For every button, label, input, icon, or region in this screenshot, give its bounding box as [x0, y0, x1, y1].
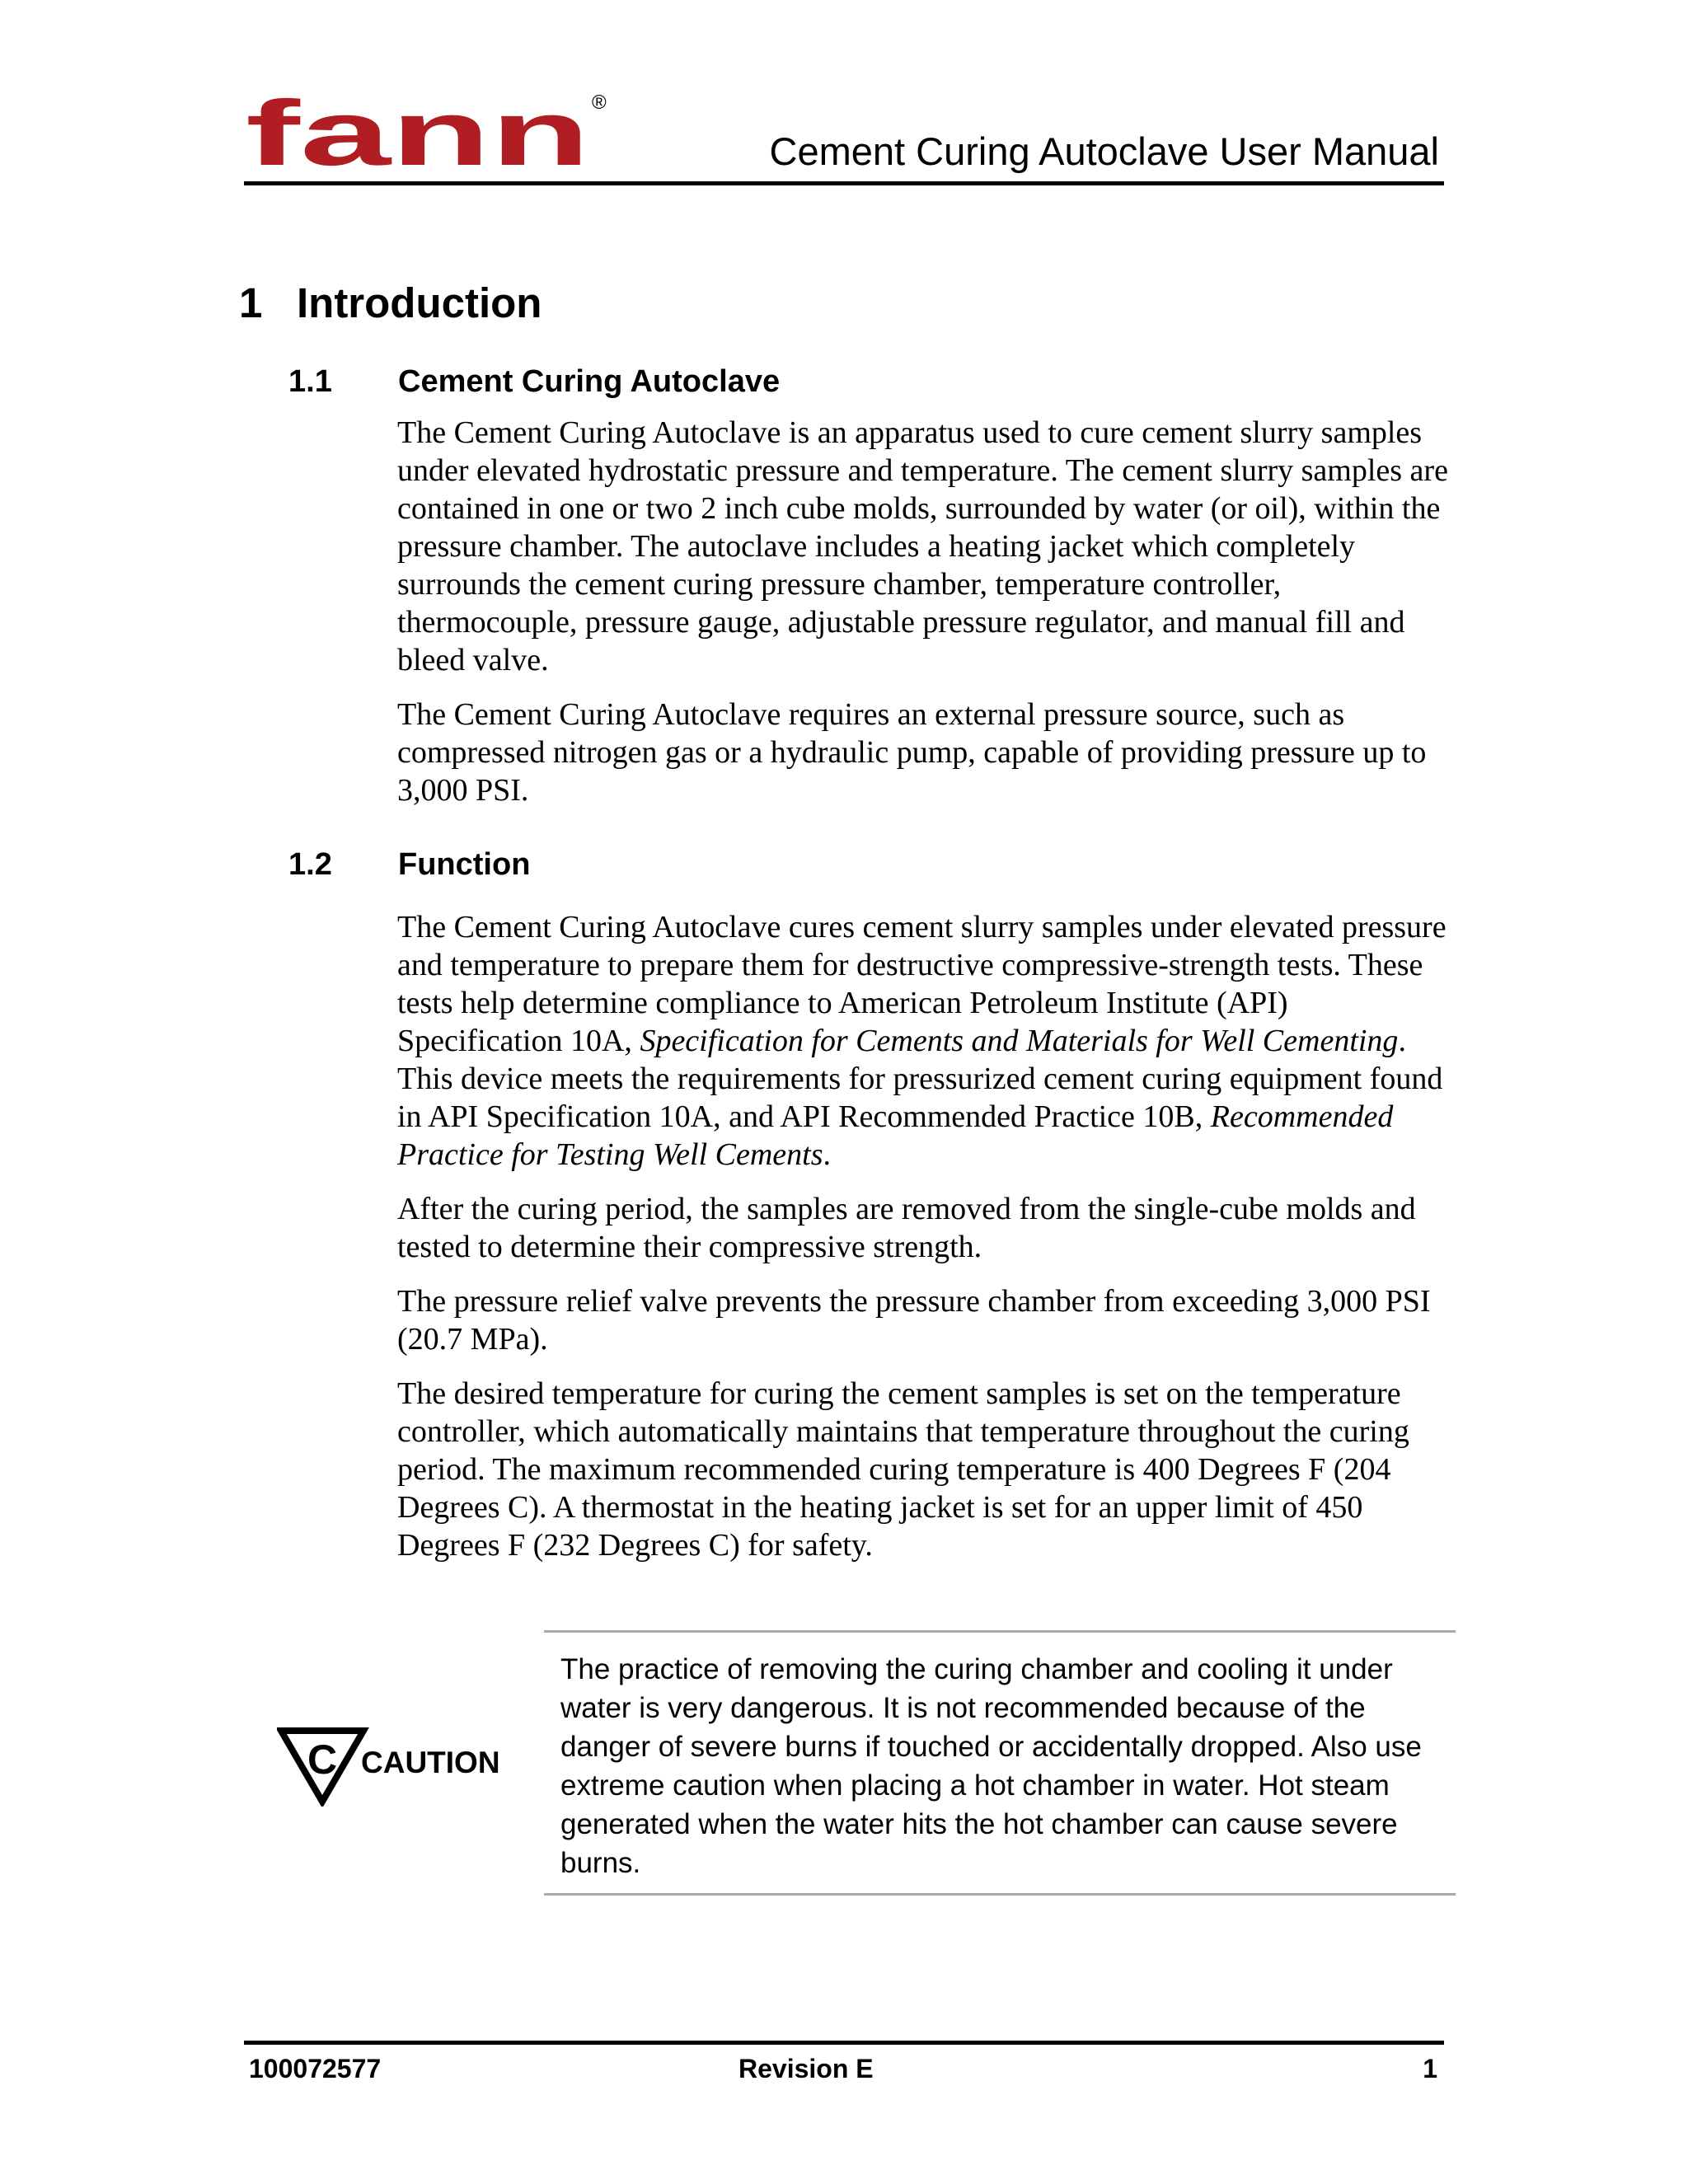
caution-label: CAUTION — [361, 1746, 500, 1779]
document-number: 100072577 — [249, 2054, 382, 2083]
subsection-title: Cement Curing Autoclave — [398, 364, 781, 399]
paragraph: After the curing period, the samples are removed from the single-cube molds and tested to determine their compressive strength. — [397, 1192, 1416, 1264]
page-number: 1 — [1423, 2054, 1437, 2083]
caution-icon-letter: C — [307, 1736, 338, 1783]
subsection-number: 1.1 — [288, 364, 332, 399]
paragraph: The pressure relief valve prevents the pressure chamber from exceeding 3,000 PSI (20.7 MPa). — [397, 1284, 1431, 1357]
citation-api-10a: Specification for Cements and Materials for Well Cementing — [640, 1024, 1399, 1058]
section-title: Introduction — [297, 279, 542, 326]
revision-label: Revision E — [738, 2054, 874, 2083]
registered-mark: ® — [592, 91, 607, 114]
section-number: 1 — [239, 279, 263, 326]
subsection-heading-1-1 — [288, 364, 780, 400]
logo-text: fann — [246, 84, 590, 176]
paragraph: The Cement Curing Autoclave is an apparatus used to cure cement slurry samples under elevated hydrostatic pressure and temperature. The cement slurry samples are contained in one or two 2 inch cube molds, surrounded by water (or oil), within the pressure chamber. The autoclave includes a heating jacket which completely surrounds the cement curing pressure chamber, temperature controller, thermocouple, pressure gauge, adjustable pressure regulator, and manual fill and bleed valve. — [397, 415, 1448, 677]
paragraph: The Cement Curing Autoclave requires an external pressure source, such as compressed nitrogen gas or a hydraulic pump, capable of providing pressure up to 3,000 PSI. — [397, 697, 1427, 808]
manual-title: Cement Curing Autoclave User Manual — [769, 129, 1439, 173]
subsection-number: 1.2 — [288, 847, 332, 882]
citation-api-10b: Recommended Practice for Testing Well Cements — [397, 1099, 1394, 1172]
paragraph: The desired temperature for curing the cement samples is set on the temperature controller, which automatically maintains that temperature throughout the curing period. The maximum recommended curing temperature is 400 Degrees F (204 Degrees C). A thermostat in the heating jacket is set for an upper limit of 450 Degrees F (232 Degrees C) for safety. — [397, 1376, 1409, 1563]
body-text — [397, 414, 1461, 1581]
fann-logo — [246, 84, 608, 176]
paragraph-with-citations: The Cement Curing Autoclave cures cement slurry samples under elevated pressure and temperature to prepare them for destructive compressive-strength tests. These tests help determine compliance to American Petroleum Institute (API) Specification 10A, Specification for Cements and Materials for Well Cementing. This device meets the requirements for pressurized cement curing equipment found in API Specification 10A, and API Recommended Practice 10B, Recommended Practice for Testing Well Cements. — [397, 910, 1447, 1172]
header-divider — [244, 181, 1444, 185]
caution-text: The practice of removing the curing chamber and cooling it under water is very dangerous. It is not recommended because of the danger of severe burns if touched or accidentally dropped. Also use extreme caution when placing a hot chamber in water. Hot steam generated when the water hits the hot chamber can cause severe burns. — [560, 1653, 1422, 1879]
section-heading — [239, 279, 542, 327]
footer-divider — [244, 2041, 1444, 2045]
subsection-title: Function — [398, 847, 531, 882]
